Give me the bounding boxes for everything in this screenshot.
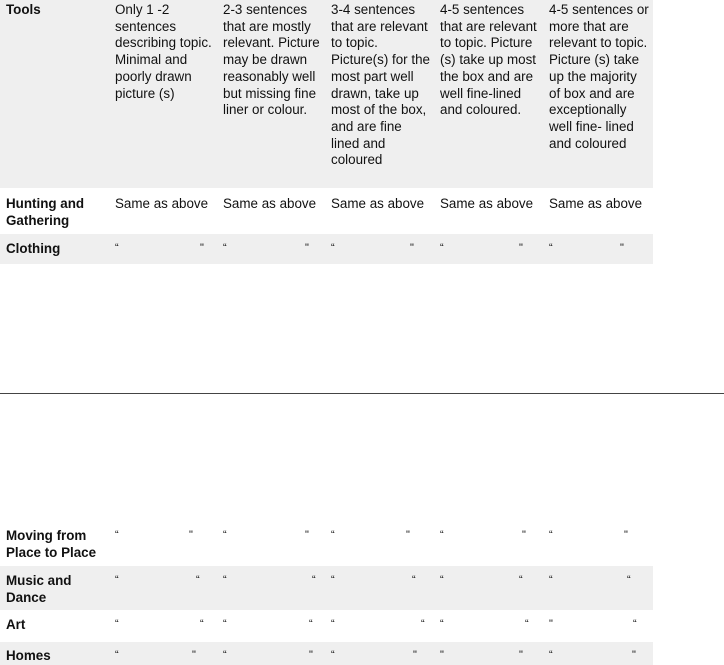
- ditto-open: “: [115, 242, 119, 254]
- ditto-close: ": [200, 242, 204, 254]
- criteria-cell-level-5: 4-5 sentences or more that are relevant to topic. Picture (s) take up the majority of box and are exceptionally well fine- lined and coloured: [549, 2, 649, 151]
- table-cell: Same as above: [331, 196, 425, 211]
- ditto-open: “: [549, 649, 553, 661]
- ditto-close: “: [412, 574, 416, 586]
- ditto-open: “: [115, 529, 119, 541]
- row-header-homes: Homes: [6, 648, 51, 663]
- criteria-cell-level-1: Only 1 -2 sentences describing topic. Minimal and poorly drawn picture (s): [115, 2, 212, 101]
- row-header-clothing: Clothing: [6, 241, 61, 256]
- table-cell: Same as above: [223, 196, 317, 211]
- ditto-open: ": [440, 649, 444, 661]
- ditto-open: “: [440, 242, 444, 254]
- ditto-close: ": [305, 529, 309, 541]
- ditto-open: “: [115, 618, 119, 630]
- ditto-open: “: [331, 618, 335, 630]
- ditto-close: “: [200, 618, 204, 630]
- ditto-close: “: [519, 574, 523, 586]
- ditto-open: “: [223, 649, 227, 661]
- ditto-open: “: [549, 529, 553, 541]
- ditto-open: “: [331, 649, 335, 661]
- ditto-close: ": [192, 649, 196, 661]
- ditto-close: ": [305, 242, 309, 254]
- ditto-close: ": [406, 529, 410, 541]
- ditto-open: “: [223, 529, 227, 541]
- ditto-close: “: [312, 574, 316, 586]
- criteria-cell-level-2: 2-3 sentences that are mostly relevant. Picture may be drawn reasonably well but missing fine liner or colour.: [223, 2, 320, 118]
- criteria-cell-level-4: 4-5 sentences that are relevant to topic. Picture (s) take up most the box and are well fine-lined and coloured.: [440, 2, 537, 118]
- ditto-close: ": [624, 529, 628, 541]
- ditto-close: “: [421, 618, 425, 630]
- row-header-hunting: Hunting and Gathering: [6, 196, 85, 228]
- table-cell: Same as above: [115, 196, 209, 211]
- ditto-close: ": [519, 242, 523, 254]
- ditto-open: “: [440, 574, 444, 586]
- ditto-close: ": [522, 529, 526, 541]
- ditto-open: “: [331, 574, 335, 586]
- table-cell: Same as above: [440, 196, 534, 211]
- ditto-close: ": [519, 649, 523, 661]
- row-header-tools: Tools: [6, 2, 41, 17]
- ditto-close: ": [620, 242, 624, 254]
- ditto-close: ": [413, 649, 417, 661]
- ditto-open: “: [223, 574, 227, 586]
- ditto-open: “: [440, 618, 444, 630]
- page-break-line: [0, 393, 724, 394]
- ditto-open: “: [440, 529, 444, 541]
- ditto-open: “: [115, 574, 119, 586]
- criteria-cell-level-3: 3-4 sentences that are relevant to topic. Picture(s) for the most part well drawn, take up most of the box, and are fine lined and coloured: [331, 2, 430, 168]
- ditto-close: “: [633, 618, 637, 630]
- ditto-close: ": [309, 649, 313, 661]
- ditto-open: “: [331, 529, 335, 541]
- table-cell: Same as above: [549, 196, 643, 211]
- ditto-open: “: [331, 242, 335, 254]
- ditto-close: “: [196, 574, 200, 586]
- ditto-close: “: [627, 574, 631, 586]
- ditto-close: ": [632, 649, 636, 661]
- row-header-music: Music and Dance: [6, 573, 72, 605]
- ditto-close: “: [525, 618, 529, 630]
- row-header-art: Art: [6, 617, 26, 632]
- ditto-open: “: [549, 242, 553, 254]
- ditto-close: ": [410, 242, 414, 254]
- ditto-open: “: [115, 649, 119, 661]
- row-header-moving: Moving from Place to Place: [6, 528, 97, 560]
- ditto-close: “: [309, 618, 313, 630]
- ditto-close: ": [189, 529, 193, 541]
- ditto-open: ": [549, 618, 553, 630]
- ditto-open: “: [223, 618, 227, 630]
- ditto-open: “: [549, 574, 553, 586]
- ditto-open: “: [223, 242, 227, 254]
